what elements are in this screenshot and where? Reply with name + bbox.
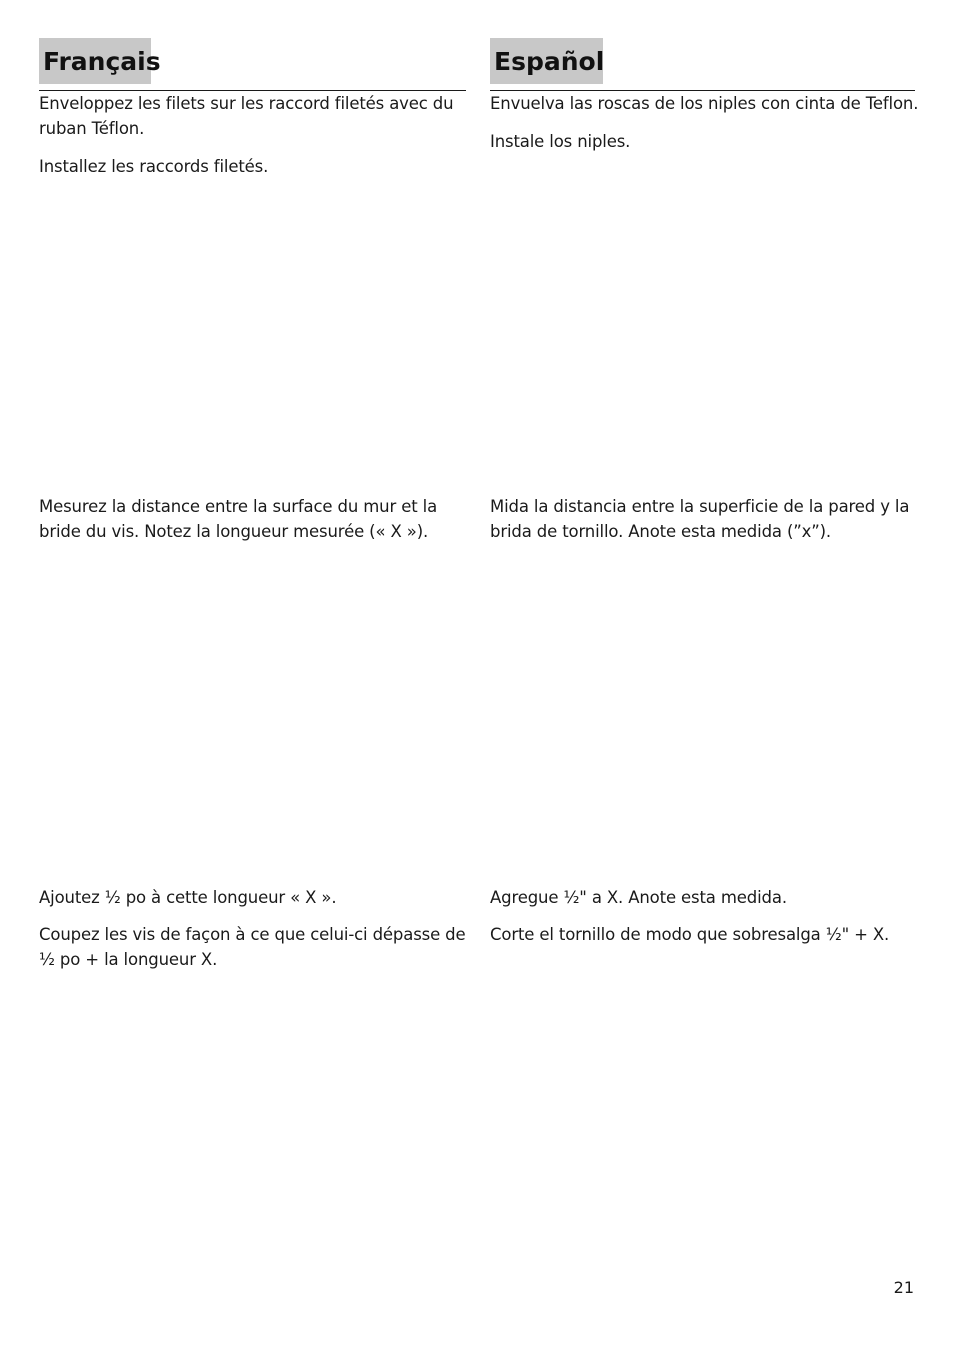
heading-rule-francais [39, 90, 466, 91]
fr-step3-add: Ajoutez ½ po à cette longueur « X ». [39, 888, 337, 907]
heading-espanol: Español [490, 38, 603, 84]
heading-francais: Français [39, 38, 151, 84]
es-step3-cut: Corte el tornillo de modo que sobresalga ½" + X. [490, 925, 890, 944]
fr-step1-install: Installez les raccords filetés. [39, 157, 269, 176]
es-step2-measure: Mida la distancia entre la superficie de la pared y la brida de tornillo. Anote esta medida (”x”). [490, 497, 910, 541]
es-step1-text: Envuelva las roscas de los niples con cinta de Teflon. [490, 94, 919, 113]
heading-rule-espanol [490, 90, 915, 91]
es-step3-add: Agregue ½" a X. Anote esta medida. [490, 888, 787, 907]
fr-step1-text: Enveloppez les filets sur les raccord filetés avec du ruban Téflon. [39, 94, 454, 138]
es-step1-install: Instale los niples. [490, 132, 631, 151]
fr-step2-measure: Mesurez la distance entre la surface du mur et la bride du vis. Notez la longueur mesurée (« X »). [39, 497, 438, 541]
page-number: 21 [893, 1278, 914, 1297]
fr-step3-cut: Coupez les vis de façon à ce que celui-ci dépasse de ½ po + la longueur X. [39, 925, 466, 969]
